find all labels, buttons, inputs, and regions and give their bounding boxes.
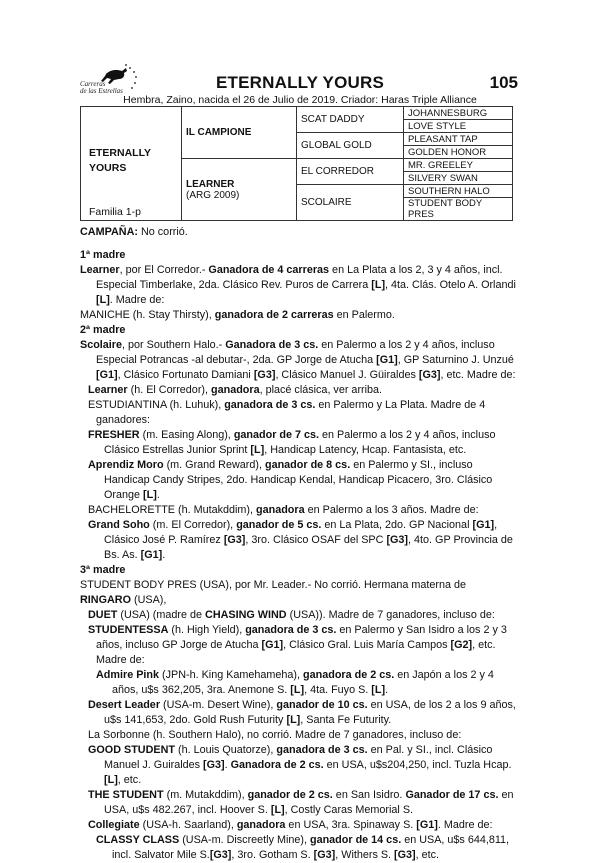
bold-segment: ganador de 5 cs. (236, 519, 322, 531)
subtitle: Hembra, Zaino, nacida el 26 de Julio de 2019. Criador: Haras Triple Alliance (123, 94, 477, 106)
bold-segment: [G3] (394, 849, 416, 861)
campaign-label: CAMPAÑA: (80, 226, 138, 238)
text-segment: , Clásico Manuel J. Güiraldes (275, 369, 419, 381)
text-segment: , etc. Madre de: (96, 639, 496, 666)
text-segment: en Palermo a los 3 años. Madre de: (304, 504, 479, 516)
text-segment: en USA, u$s 482.267, incl. Hoover S. (104, 789, 514, 816)
ggs-cell: MR. GREELEY (404, 159, 513, 172)
lot-number: 105 (489, 73, 518, 92)
ggs-cell: SILVERY SWAN (404, 172, 513, 185)
section-heading: 2ª madre (80, 324, 126, 336)
text-segment: , Handicap Latency, Hcap. Fantasista, etc. (264, 444, 467, 456)
text-segment: . (385, 684, 389, 696)
bold-segment: Learner (80, 264, 120, 276)
text-segment: (USA) (madre de (117, 609, 206, 621)
text-segment: , por Southern Halo.- (122, 339, 226, 351)
campaign-text: No corrió. (137, 226, 188, 238)
text-segment: en Palermo y San Isidro a los 2 y 3 años, incluso GP Jorge de Atucha (96, 624, 507, 651)
text-segment: en USA, 3ra. Spinaway S. (285, 819, 417, 831)
text-segment: ESTUDIANTINA (h. Luhuk), (88, 399, 225, 411)
pedigree-line (80, 428, 520, 458)
bold-segment: [G2] (450, 639, 473, 651)
sire-sire-cell: SCAT DADDY (297, 107, 404, 133)
pedigree-table (80, 106, 513, 221)
text-segment: , 4ta. Fuyo S. (304, 684, 372, 696)
text-segment: en Japón a los 2 y 4 años, u$s 362,205, 3ra. Anemone S. (112, 669, 494, 696)
bold-segment: ganador de 8 cs. (264, 459, 351, 471)
text-segment: (m. El Corredor), (149, 519, 237, 531)
bold-segment: STUDENTESSA (88, 624, 169, 636)
text-segment: , Clásico Gral. Luis María Campos (283, 639, 451, 651)
bold-segment: ganadora de 3 cs. (276, 744, 368, 756)
bold-segment: [G1] (416, 819, 438, 831)
text-segment: (JPN-h. King Kamehameha), (159, 669, 304, 681)
text-segment: MANICHE (h. Stay Thirsty), (80, 309, 215, 321)
pedigree-line (80, 578, 520, 608)
bold-segment: THE STUDENT (88, 789, 164, 801)
text-segment: (USA-h. Saarland), (139, 819, 237, 831)
pedigree-line (80, 383, 520, 398)
text-segment: (h. El Corredor), (127, 384, 212, 396)
text-segment: , Costly Caras Memorial S. (284, 804, 414, 816)
text-segment: , 3ro. Clásico OSAF del SPC (245, 534, 387, 546)
ggs-cell: LOVE STYLE (404, 120, 513, 133)
text-segment: . Madre de: (109, 294, 165, 306)
dam-name: LEARNER (186, 178, 235, 190)
text-segment: , GP Saturnino J. Unzué (397, 354, 514, 366)
bold-segment: Grand Soho (88, 519, 150, 531)
bold-segment: Aprendiz Moro (88, 459, 164, 471)
text-segment: . (224, 759, 231, 771)
pedigree-line (80, 698, 520, 728)
text-segment: , por El Corredor.- (119, 264, 209, 276)
bold-segment: Collegiate (88, 819, 140, 831)
pedigree-line (80, 263, 520, 308)
family: Familia 1-p (89, 206, 141, 218)
ggs-cell: STUDENT BODY PRES (404, 198, 513, 221)
pedigree-line (80, 728, 520, 743)
pedigree-line (80, 743, 520, 788)
text-segment: (USA)). Madre de 7 ganadores, incluso de: (286, 609, 495, 621)
pedigree-line (80, 503, 520, 518)
bold-segment: Ganadora de 3 cs. (225, 339, 319, 351)
pedigree-line (80, 608, 520, 623)
pedigree-line (80, 788, 520, 818)
dam-origin: (ARG 2009) (186, 189, 240, 201)
text-segment: en Palermo y SI., incluso Handicap Candy Stripes, 2do. Handicap Kendal, Handicap Picacero, 3ro. Clásico Orange (104, 459, 493, 501)
bold-segment: [L] (371, 684, 386, 696)
text-segment: , Clásico José P. Ramírez (104, 519, 498, 546)
text-segment: , 4to. GP Provincia de Bs. As. (104, 534, 513, 561)
bold-segment: CLASSY CLASS (96, 834, 180, 846)
bold-segment: [G3] (223, 534, 246, 546)
pedigree-line (80, 518, 520, 563)
bold-segment: Scolaire (80, 339, 123, 351)
text-segment: en San Isidro. (332, 789, 406, 801)
horse-name: ETERNALLY YOURS (89, 147, 151, 174)
text-segment: en USA, u$s 644,811, incl. Salvator Mile S. (112, 834, 510, 861)
pedigree-line (80, 308, 520, 323)
dam-sire-cell: EL CORREDOR (297, 159, 404, 185)
text-segment: (h. Louis Quatorze), (174, 744, 277, 756)
bold-segment: [G1] (140, 549, 163, 561)
section-heading: 1ª madre (80, 249, 126, 261)
text-segment: . Madre de: (437, 819, 493, 831)
pedigree-horse-cell (81, 107, 182, 221)
bold-segment: Admire Pink (96, 669, 159, 681)
logo-text-line-2: de las Estrellas (80, 87, 123, 95)
sire-cell: IL CAMPIONE (182, 107, 297, 159)
bold-segment: GOOD STUDENT (88, 744, 175, 756)
bold-segment: [G1] (376, 354, 398, 366)
bold-segment: [G3] (418, 369, 441, 381)
dam-cell (182, 159, 297, 221)
text-segment: STUDENT BODY PRES (USA), por Mr. Leader.- No corrió. Hermana materna de (80, 579, 467, 591)
bold-segment: ganadora de 3 cs. (245, 624, 337, 636)
bold-segment: ganadora (211, 384, 260, 396)
bold-segment: [L] (96, 294, 110, 306)
bold-segment: ganadora de 2 carreras (214, 309, 334, 321)
bold-segment: [G3] (203, 759, 225, 771)
bold-segment: RINGARO (80, 594, 131, 606)
catalog-body (80, 222, 520, 863)
text-segment: en Palermo y La Plata. Madre de 4 ganadores: (96, 399, 486, 426)
bold-segment: [L] (270, 804, 285, 816)
section-heading: 3ª madre (80, 564, 126, 576)
text-segment: en Palermo a los 2 y 4 años, incluso Clásico Estrellas Junior Sprint (104, 429, 496, 456)
pedigree-line (80, 818, 520, 833)
text-segment: (USA), (131, 594, 167, 606)
pedigree-line (80, 668, 520, 698)
bold-segment: Desert Leader (88, 699, 161, 711)
bold-segment: DUET (88, 609, 118, 621)
text-segment: , etc. (117, 774, 142, 786)
page-title: ETERNALLY YOURS (215, 73, 384, 92)
bold-segment: Learner (88, 384, 128, 396)
bold-segment: Ganadora de 2 cs. (230, 759, 324, 771)
bold-segment: ganadora (256, 504, 305, 516)
text-segment: en Pal. y SI., incl. Clásico Manuel J. Guiraldes (104, 744, 493, 771)
text-segment: , Santa Fe Futurity. (300, 714, 392, 726)
bold-segment: ganador de 14 cs. (309, 834, 402, 846)
text-segment: , Clásico Fortunato Damiani (117, 369, 254, 381)
bold-segment: [G3] (253, 369, 276, 381)
text-segment: . (162, 549, 166, 561)
bold-segment: [G1] (261, 639, 284, 651)
text-segment: en La Plata, 2do. GP Nacional (321, 519, 473, 531)
bold-segment: [L] (143, 489, 157, 501)
ggs-cell: GOLDEN HONOR (404, 146, 513, 159)
pedigree-line (80, 623, 520, 668)
bold-segment: ganador de 7 cs. (233, 429, 320, 441)
bold-segment: [G3] (313, 849, 336, 861)
text-segment: La Sorbonne (h. Southern Halo), no corrió. Madre de 7 ganadores, incluso de: (88, 729, 462, 741)
text-segment: , 3ro. Gotham S. (231, 849, 314, 861)
bold-segment: [G1] (472, 519, 495, 531)
dam-dam-cell: SCOLAIRE (297, 185, 404, 221)
bold-segment: [G1] (96, 369, 118, 381)
text-segment: , Withers S. (335, 849, 395, 861)
bold-segment: Ganadora de 4 carreras (208, 264, 330, 276)
text-segment: en Palermo a los 2 y 4 años, incluso Especial Potrancas -al debutar-, 2da. GP Jorge de Atucha (96, 339, 495, 366)
text-segment: (m. Easing Along), (139, 429, 234, 441)
text-segment: (USA-m. Discreetly Mine), (179, 834, 310, 846)
bold-segment: [G3] (386, 534, 409, 546)
text-segment: . (156, 489, 160, 501)
text-segment: BACHELORETTE (h. Mutakddim), (88, 504, 256, 516)
bold-segment: ganadora de 3 cs. (224, 399, 316, 411)
pedigree-line (80, 338, 520, 383)
text-segment: (h. High Yield), (168, 624, 246, 636)
bold-segment: [L] (104, 774, 118, 786)
pedigree-line (80, 833, 520, 863)
bold-segment: ganador de 2 cs. (247, 789, 333, 801)
text-segment: , placé clásica, ver arriba. (259, 384, 383, 396)
bold-segment: ganador de 10 cs. (276, 699, 368, 711)
ggs-cell: PLEASANT TAP (404, 133, 513, 146)
bold-segment: Ganador de 17 cs. (405, 789, 499, 801)
bold-segment: [L] (290, 684, 305, 696)
text-segment: (USA-m. Desert Wine), (160, 699, 277, 711)
bold-segment: [L] (371, 279, 386, 291)
text-segment: , etc. (415, 849, 440, 861)
text-segment: (m. Mutakddim), (163, 789, 248, 801)
sire-dam-cell: GLOBAL GOLD (297, 133, 404, 159)
pedigree-line (80, 398, 520, 428)
ggs-cell: SOUTHERN HALO (404, 185, 513, 198)
campaign-line (80, 225, 520, 240)
text-segment: en La Plata a los 2, 3 y 4 años, incl. Especial Timberlake, 2da. Clásico Rev. Puros de Carrera (96, 264, 503, 291)
text-segment: en USA, de los 2 a los 9 años, u$s 141,653, 2do. Gold Rush Futurity (104, 699, 516, 726)
pedigree-line (80, 458, 520, 503)
bold-segment: CHASING WIND (205, 609, 287, 621)
text-segment: en Palermo. (333, 309, 395, 321)
text-segment: , 4ta. Clás. Otelo A. Orlandi (385, 279, 516, 291)
bold-segment: [L] (250, 444, 265, 456)
ggs-cell: JOHANNESBURG (404, 107, 513, 120)
bold-segment: [L] (286, 714, 301, 726)
text-segment: en USA, u$s204,250, incl. Tuzla Hcap. (323, 759, 512, 771)
bold-segment: ganadora de 2 cs. (303, 669, 395, 681)
bold-segment: ganadora (236, 819, 286, 831)
logo-text-line-1: Carreras (80, 80, 106, 88)
text-segment: (m. Grand Reward), (163, 459, 265, 471)
bold-segment: [G3] (209, 849, 232, 861)
bold-segment: FRESHER (88, 429, 140, 441)
text-segment: , etc. Madre de: (440, 369, 516, 381)
